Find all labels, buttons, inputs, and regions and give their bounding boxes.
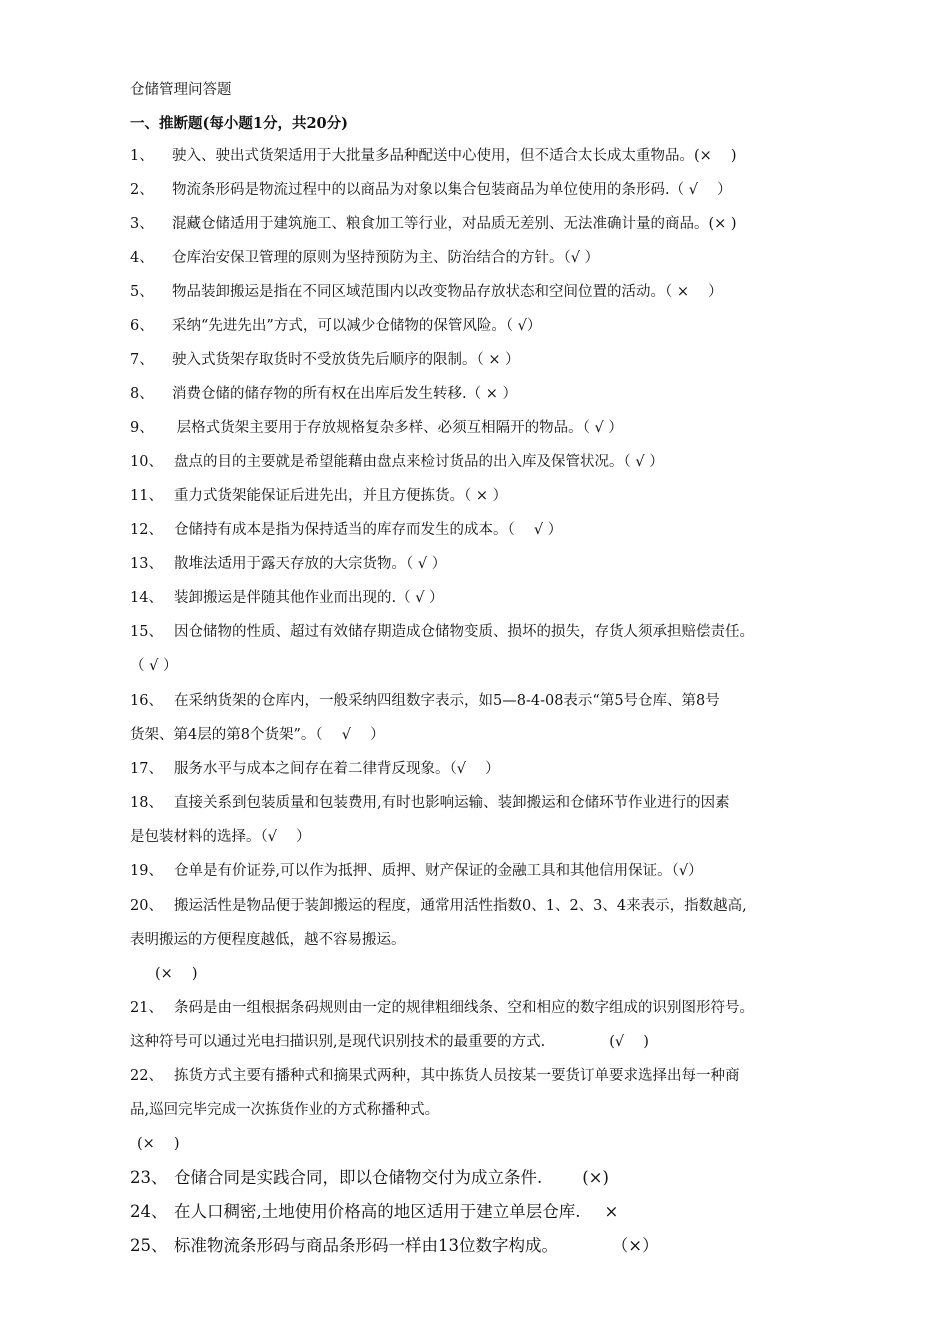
- question-answer: (√ ): [609, 1034, 649, 1050]
- question-1: [130, 139, 900, 173]
- question-20: [130, 889, 900, 923]
- question-answer: （√ ）: [563, 250, 600, 266]
- question-text: 在采纳货架的仓库内，一般采纳四组数字表示，如5—8-4-08表示“第5号仓库、第8号: [174, 693, 720, 709]
- question-14: [130, 581, 900, 615]
- question-number: 20、: [130, 898, 163, 914]
- section-heading: 一、推断题(每小题1分，共20分): [130, 115, 348, 132]
- question-number: 19、: [130, 863, 163, 879]
- question-25: [130, 1229, 900, 1263]
- question-answer: （ √）: [505, 318, 542, 334]
- question-number: 3、: [130, 216, 154, 232]
- question-number: 16、: [130, 693, 163, 709]
- continuation-text: 这种符号可以通过光电扫描识别,是现代识别技术的最重要的方式.: [130, 1034, 546, 1050]
- question-text: 仓单是有价证券,可以作为抵押、质押、财产保证的金融工具和其他信用保证。: [174, 863, 672, 879]
- question-text: 仓储持有成本是指为保持适当的库存而发生的成本。: [174, 522, 508, 538]
- question-4: [130, 241, 900, 275]
- question-answer: （ √ ）: [396, 590, 444, 606]
- question-text: 因仓储物的性质、超过有效储存期造成仓储物变质、损坏的损失，存货人须承担赔偿责任。: [174, 624, 754, 640]
- question-answer: (×): [582, 1168, 609, 1187]
- question-number: 7、: [130, 352, 154, 368]
- question-number: 25、: [130, 1236, 168, 1255]
- question-11: [130, 479, 900, 513]
- question-22-continuation: 品,巡回完毕完成一次拣货作业的方式称播种式。: [130, 1102, 440, 1118]
- question-text: 拣货方式主要有播种式和摘果式两种，其中拣货人员按某一要货订单要求选择出每一种商: [174, 1068, 740, 1084]
- question-number: 23、: [130, 1168, 168, 1187]
- question-answer: （ √ ）: [406, 556, 447, 572]
- question-3: [130, 207, 900, 241]
- question-text: 物流条形码是物流过程中的以商品为对象以集合包装商品为单位使用的条形码.: [172, 182, 670, 198]
- question-number: 24、: [130, 1202, 168, 1221]
- question-text: 装卸搬运是伴随其他作业而出现的.: [174, 590, 397, 606]
- question-20-continuation: 表明搬运的方便程度越低，越不容易搬运。: [130, 932, 406, 948]
- question-text: 散堆法适用于露天存放的大宗货物。: [174, 556, 406, 572]
- question-number: 9、: [130, 420, 154, 436]
- question-text: 消费仓储的储存物的所有权在出库后发生转移.: [172, 386, 467, 402]
- question-23: [130, 1161, 900, 1195]
- question-text: 搬运活性是物品便于装卸搬运的程度，通常用活性指数0、1、2、3、4来表示，指数越高,: [174, 898, 747, 914]
- document-title: 仓储管理问答题: [130, 82, 232, 98]
- question-9: [130, 411, 900, 445]
- question-19: [130, 854, 900, 888]
- question-number: 11、: [130, 488, 163, 504]
- question-16-continuation: 货架、第4层的第8个货架”。（ √ ）: [130, 727, 385, 743]
- question-24: [130, 1195, 900, 1229]
- question-number: 5、: [130, 284, 154, 300]
- question-number: 2、: [130, 182, 154, 198]
- question-8: [130, 377, 900, 411]
- question-number: 21、: [130, 1000, 163, 1016]
- question-15: [130, 615, 900, 649]
- question-answer: （×）: [620, 1236, 659, 1255]
- question-10: [130, 445, 900, 479]
- question-number: 12、: [130, 522, 163, 538]
- question-answer: （ × ）: [464, 488, 508, 504]
- question-answer: （ √ ）: [623, 454, 664, 470]
- question-number: 1、: [130, 148, 154, 164]
- question-answer: （ √ ）: [669, 182, 732, 198]
- question-22: [130, 1059, 900, 1093]
- question-number: 6、: [130, 318, 154, 334]
- question-12: [130, 513, 900, 547]
- question-answer: （ × ）: [476, 352, 520, 368]
- question-2: [130, 173, 900, 207]
- question-18: [130, 786, 900, 820]
- question-20-answer: (× ): [155, 966, 198, 982]
- question-text: 重力式货架能保证后进先出，并且方便拣货。: [174, 488, 464, 504]
- question-18-continuation: 是包装材料的选择。（√ ）: [130, 829, 311, 845]
- question-7: [130, 343, 900, 377]
- question-text: 盘点的目的主要就是希望能藉由盘点来检讨货品的出入库及保管状况。: [174, 454, 624, 470]
- question-number: 22、: [130, 1068, 163, 1084]
- question-number: 13、: [130, 556, 163, 572]
- question-text: 采纳“先进先出”方式，可以减少仓储物的保管风险。: [172, 318, 506, 334]
- question-answer: （ × ）: [665, 284, 723, 300]
- question-text: 仓库治安保卫管理的原则为坚持预防为主、防治结合的方针。: [172, 250, 564, 266]
- question-answer: （√ ）: [449, 761, 500, 777]
- question-answer: （ √ ）: [507, 522, 563, 538]
- question-text: 物品装卸搬运是指在不同区域范围内以改变物品存放状态和空间位置的活动。: [172, 284, 665, 300]
- question-number: 15、: [130, 624, 163, 640]
- question-6: [130, 309, 900, 343]
- question-13: [130, 547, 900, 581]
- question-15-continuation: （ √ ）: [130, 658, 178, 674]
- question-5: [130, 275, 900, 309]
- question-text: 服务水平与成本之间存在着二律背反现象。: [174, 761, 450, 777]
- question-text: 条码是由一组根据条码规则由一定的规律粗细线条、空和相应的数字组成的识别图形符号。: [174, 1000, 754, 1016]
- question-16: [130, 684, 900, 718]
- question-number: 17、: [130, 761, 163, 777]
- question-17: [130, 752, 900, 786]
- question-answer: ×: [604, 1202, 619, 1221]
- question-text: 在人口稠密,土地使用价格高的地区适用于建立单层仓库.: [174, 1202, 581, 1221]
- question-answer: (× ): [694, 148, 737, 164]
- question-answer: （√）: [671, 863, 703, 879]
- question-text: 层格式货架主要用于存放规格复杂多样、必须互相隔开的物品。: [172, 420, 583, 436]
- question-answer: (× ): [708, 216, 737, 232]
- question-22-answer: (× ): [137, 1136, 180, 1152]
- question-text: 驶入式货架存取货时不受放货先后顺序的限制。: [172, 352, 477, 368]
- question-number: 18、: [130, 795, 163, 811]
- question-21-continuation: [130, 1025, 649, 1059]
- question-text: 混藏仓储适用于建筑施工、粮食加工等行业，对品质无差别、无法准确计量的商品。: [172, 216, 709, 232]
- question-number: 8、: [130, 386, 154, 402]
- question-number: 4、: [130, 250, 154, 266]
- question-number: 14、: [130, 590, 163, 606]
- question-text: 仓储合同是实践合同，即以仓储物交付为成立条件.: [174, 1168, 543, 1187]
- question-number: 10、: [130, 454, 163, 470]
- question-answer: （ × ）: [466, 386, 517, 402]
- question-text: 标准物流条形码与商品条形码一样由13位数字构成。: [174, 1236, 558, 1255]
- question-21: [130, 991, 900, 1025]
- question-answer: （ √ ）: [582, 420, 623, 436]
- question-text: 直接关系到包装质量和包装费用,有时也影响运输、装卸搬运和仓储环节作业进行的因素: [174, 795, 730, 811]
- question-text: 驶入、驶出式货架适用于大批量多品种配送中心使用，但不适合太长成太重物品。: [172, 148, 694, 164]
